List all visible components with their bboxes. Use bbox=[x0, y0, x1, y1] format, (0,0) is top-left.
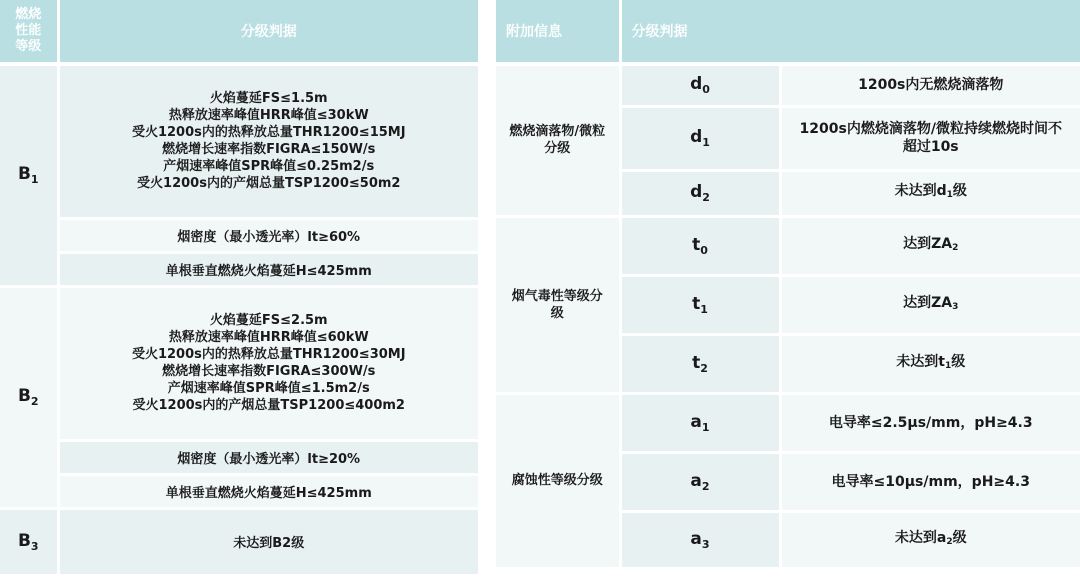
criteria-line: 热释放速率峰值HRR峰值≤30kW bbox=[168, 108, 369, 124]
header-criteria: 分级判据 bbox=[58, 0, 478, 64]
criteria-line: 受火1200s内的热释放总量THR1200≤30MJ bbox=[131, 347, 406, 362]
grade-b2: $B_2$ bbox=[0, 286, 58, 508]
class-t1-criteria: 达到$ZA_3$ bbox=[780, 275, 1080, 334]
class-a2-criteria: 电导率≤10μs/mm，pH≥4.3 bbox=[780, 452, 1080, 511]
header-extra-info: 附加信息 bbox=[496, 0, 620, 64]
class-t2: $t_2$ bbox=[620, 334, 780, 393]
class-t1: $t_1$ bbox=[620, 275, 780, 334]
class-t0-criteria: 达到$ZA_2$ bbox=[780, 216, 1080, 275]
class-d1-criteria: 1200s内燃烧滴落物/微粒持续燃烧时间不超过10s bbox=[780, 106, 1080, 170]
grade-b3-criteria: 未达到B2级 bbox=[58, 508, 478, 574]
class-d0: $d_0$ bbox=[620, 64, 780, 106]
criteria-line: 受火1200s内的热释放总量THR1200≤15MJ bbox=[131, 125, 406, 141]
grade-b1-flame-spread: 单根垂直燃烧火焰蔓延H≤425mm bbox=[58, 252, 478, 286]
grade-b2-smoke-density: 烟密度（最小透光率）lt≥20% bbox=[58, 440, 478, 474]
class-a3-criteria: 未达到$a_2$级 bbox=[780, 511, 1080, 567]
header-grade-line: 燃烧 bbox=[15, 7, 42, 22]
additional-info-table bbox=[496, 0, 1080, 567]
header-grade-line: 等级 bbox=[15, 39, 42, 54]
class-d2: $d_2$ bbox=[620, 170, 780, 216]
criteria-line: 受火1200s内的产烟总量TSP1200≤400m2 bbox=[132, 398, 405, 413]
grade-b2-criteria bbox=[58, 286, 478, 440]
class-d1: $d_1$ bbox=[620, 106, 780, 170]
class-d0-criteria: 1200s内无燃烧滴落物 bbox=[780, 64, 1080, 106]
grade-b1-criteria bbox=[58, 64, 478, 218]
header-criteria: 分级判据 bbox=[620, 0, 1080, 64]
class-a1-criteria: 电导率≤2.5μs/mm，pH≥4.3 bbox=[780, 393, 1080, 452]
header-grade bbox=[0, 0, 58, 64]
criteria-line: 热释放速率峰值HRR峰值≤60kW bbox=[168, 330, 369, 345]
grade-b2-flame-spread: 单根垂直燃烧火焰蔓延H≤425mm bbox=[58, 474, 478, 508]
class-t2-criteria: 未达到$t_1$级 bbox=[780, 334, 1080, 393]
grade-b1: $B_1$ bbox=[0, 64, 58, 286]
category-dripping: 燃烧滴落物/微粒分级 bbox=[496, 64, 620, 216]
category-smoke-toxicity: 烟气毒性等级分级 bbox=[496, 216, 620, 393]
criteria-line: 产烟速率峰值SPR峰值≤1.5m2/s bbox=[167, 381, 370, 396]
class-d2-criteria: 未达到$d_1$级 bbox=[780, 170, 1080, 216]
criteria-line: 受火1200s内的产烟总量TSP1200≤50m2 bbox=[137, 176, 401, 192]
class-t0: $t_0$ bbox=[620, 216, 780, 275]
header-grade-line: 性能 bbox=[15, 23, 42, 38]
criteria-line: 燃烧增长速率指数FIGRA≤300W/s bbox=[162, 364, 376, 379]
class-a3: $a_3$ bbox=[620, 511, 780, 567]
criteria-line: 产烟速率峰值SPR峰值≤0.25m2/s bbox=[163, 159, 375, 175]
class-a2: $a_2$ bbox=[620, 452, 780, 511]
grade-b3: $B_3$ bbox=[0, 508, 58, 574]
criteria-line: 燃烧增长速率指数FIGRA≤150W/s bbox=[162, 142, 376, 158]
grade-b1-smoke-density: 烟密度（最小透光率）lt≥60% bbox=[58, 218, 478, 252]
criteria-line: 火焰蔓延FS≤1.5m bbox=[209, 91, 328, 107]
class-a1: $a_1$ bbox=[620, 393, 780, 452]
combustion-grade-table bbox=[0, 0, 478, 574]
criteria-line: 火焰蔓延FS≤2.5m bbox=[209, 313, 328, 328]
category-corrosivity: 腐蚀性等级分级 bbox=[496, 393, 620, 567]
